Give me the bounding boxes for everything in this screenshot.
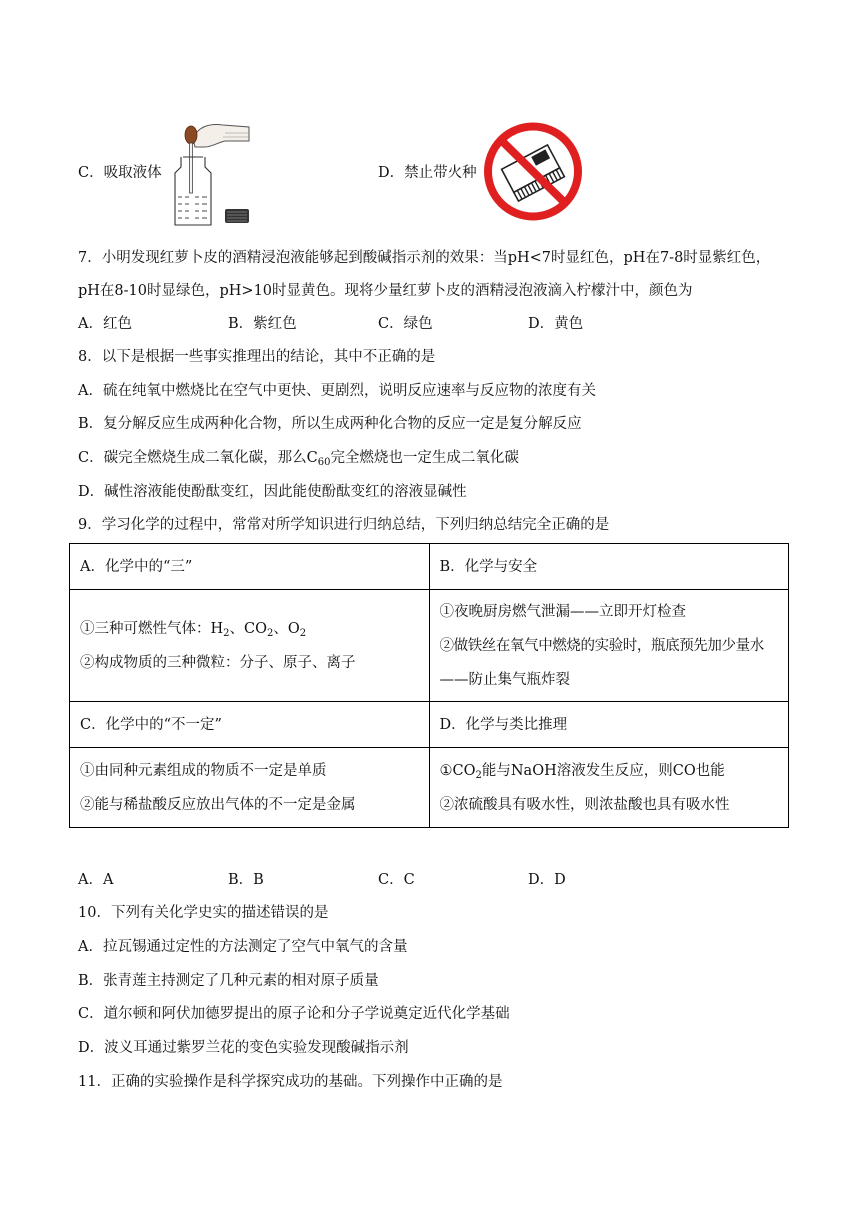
q10-option-c: C．道尔顿和阿伏加德罗提出的原子论和分子学说奠定近代化学基础 [78, 1006, 510, 1022]
dropper-bottle-figure [165, 117, 255, 229]
q8-option-b: B．复分解反应生成两种化合物，所以生成两种化合物的反应一定是复分解反应 [78, 416, 582, 432]
q9-cell-d-body [429, 748, 789, 828]
q8-option-c: C．碳完全燃烧生成二氧化碳，那么$C_{60}$完全燃烧也一定生成二氧化碳 [78, 450, 519, 468]
q9-c-line1: ①由同种元素组成的物质不一定是单质 [80, 762, 327, 779]
q8-option-a: A．硫在纯氧中燃烧比在空气中更快、更剧烈，说明反应速率与反应物的浓度有关 [78, 383, 596, 399]
q9-option-c: C．C [378, 872, 415, 888]
q9-a-line1: ①三种可燃性气体：$H_2$、$CO_2$、$O_2$ [80, 620, 307, 639]
q9-c-line2: ②能与稀盐酸反应放出气体的不一定是金属 [80, 796, 356, 813]
q7-option-d: D．黄色 [528, 316, 584, 332]
q9-cell-d-header: D．化学与类比推理 [429, 702, 789, 748]
q9-option-b: B．B [228, 872, 264, 888]
q9-cell-b-body [429, 590, 789, 702]
no-fire-sign-icon [481, 121, 585, 222]
q9-cell-a-header: A．化学中的“三” [70, 544, 430, 590]
option-c-label: C．吸取液体 [78, 165, 162, 181]
q9-cell-c-header: C．化学中的“不一定” [70, 702, 430, 748]
q9-b-line1: ①夜晚厨房燃气泄漏——立即开灯检查 [439, 603, 686, 620]
q9-b-line3: ——防止集气瓶炸裂 [439, 671, 570, 688]
q10-option-b: B．张青莲主持测定了几种元素的相对原子质量 [78, 973, 379, 989]
q7-option-a: A．红色 [78, 316, 132, 332]
option-d-label: D．禁止带火种 [378, 165, 477, 181]
q8-stem: 8．以下是根据一些事实推理出的结论，其中不正确的是 [78, 349, 436, 365]
q9-cell-c-body [70, 748, 430, 828]
q8-option-d: D．碱性溶液能使酚酞变红，因此能使酚酞变红的溶液显碱性 [78, 484, 467, 500]
q11-stem: 11．正确的实验操作是科学探究成功的基础。下列操作中正确的是 [78, 1074, 503, 1090]
q7-stem-line1: 7．小明发现红萝卜皮的酒精浸泡液能够起到酸碱指示剂的效果：当pH<7时显红色，pH在7-8时显紫红色， [78, 250, 771, 266]
q9-stem: 9．学习化学的过程中，常常对所学知识进行归纳总结，下列归纳总结完全正确的是 [78, 517, 610, 533]
q9-summary-table [69, 543, 789, 828]
q9-cell-b-header: B．化学与安全 [429, 544, 789, 590]
q9-cell-a-body [70, 590, 430, 702]
q9-d-line2: ②浓硫酸具有吸水性，则浓盐酸也具有吸水性 [439, 796, 730, 813]
q7-option-b: B．紫红色 [228, 316, 297, 332]
q7-option-c: C．绿色 [378, 316, 433, 332]
q7-stem-line2: pH在8-10时显绿色，pH>10时显黄色。现将少量红萝卜皮的酒精浸泡液滴入柠檬汁中，颜色为 [78, 283, 693, 299]
q9-d-line1: $①CO_2$能与NaOH溶液发生反应，则CO也能 [439, 762, 725, 781]
q9-b-line2: ②做铁丝在氧气中燃烧的实验时，瓶底预先加少量水 [439, 637, 764, 654]
q10-option-a: A．拉瓦锡通过定性的方法测定了空气中氧气的含量 [78, 939, 408, 955]
q9-option-d: D．D [528, 872, 566, 888]
q9-a-line2: ②构成物质的三种微粒：分子、原子、离子 [80, 654, 356, 671]
q9-option-a: A．A [78, 872, 114, 888]
q10-option-d: D．波义耳通过紫罗兰花的变色实验发现酸碱指示剂 [78, 1040, 409, 1056]
q10-stem: 10．下列有关化学史实的描述错误的是 [78, 905, 329, 921]
